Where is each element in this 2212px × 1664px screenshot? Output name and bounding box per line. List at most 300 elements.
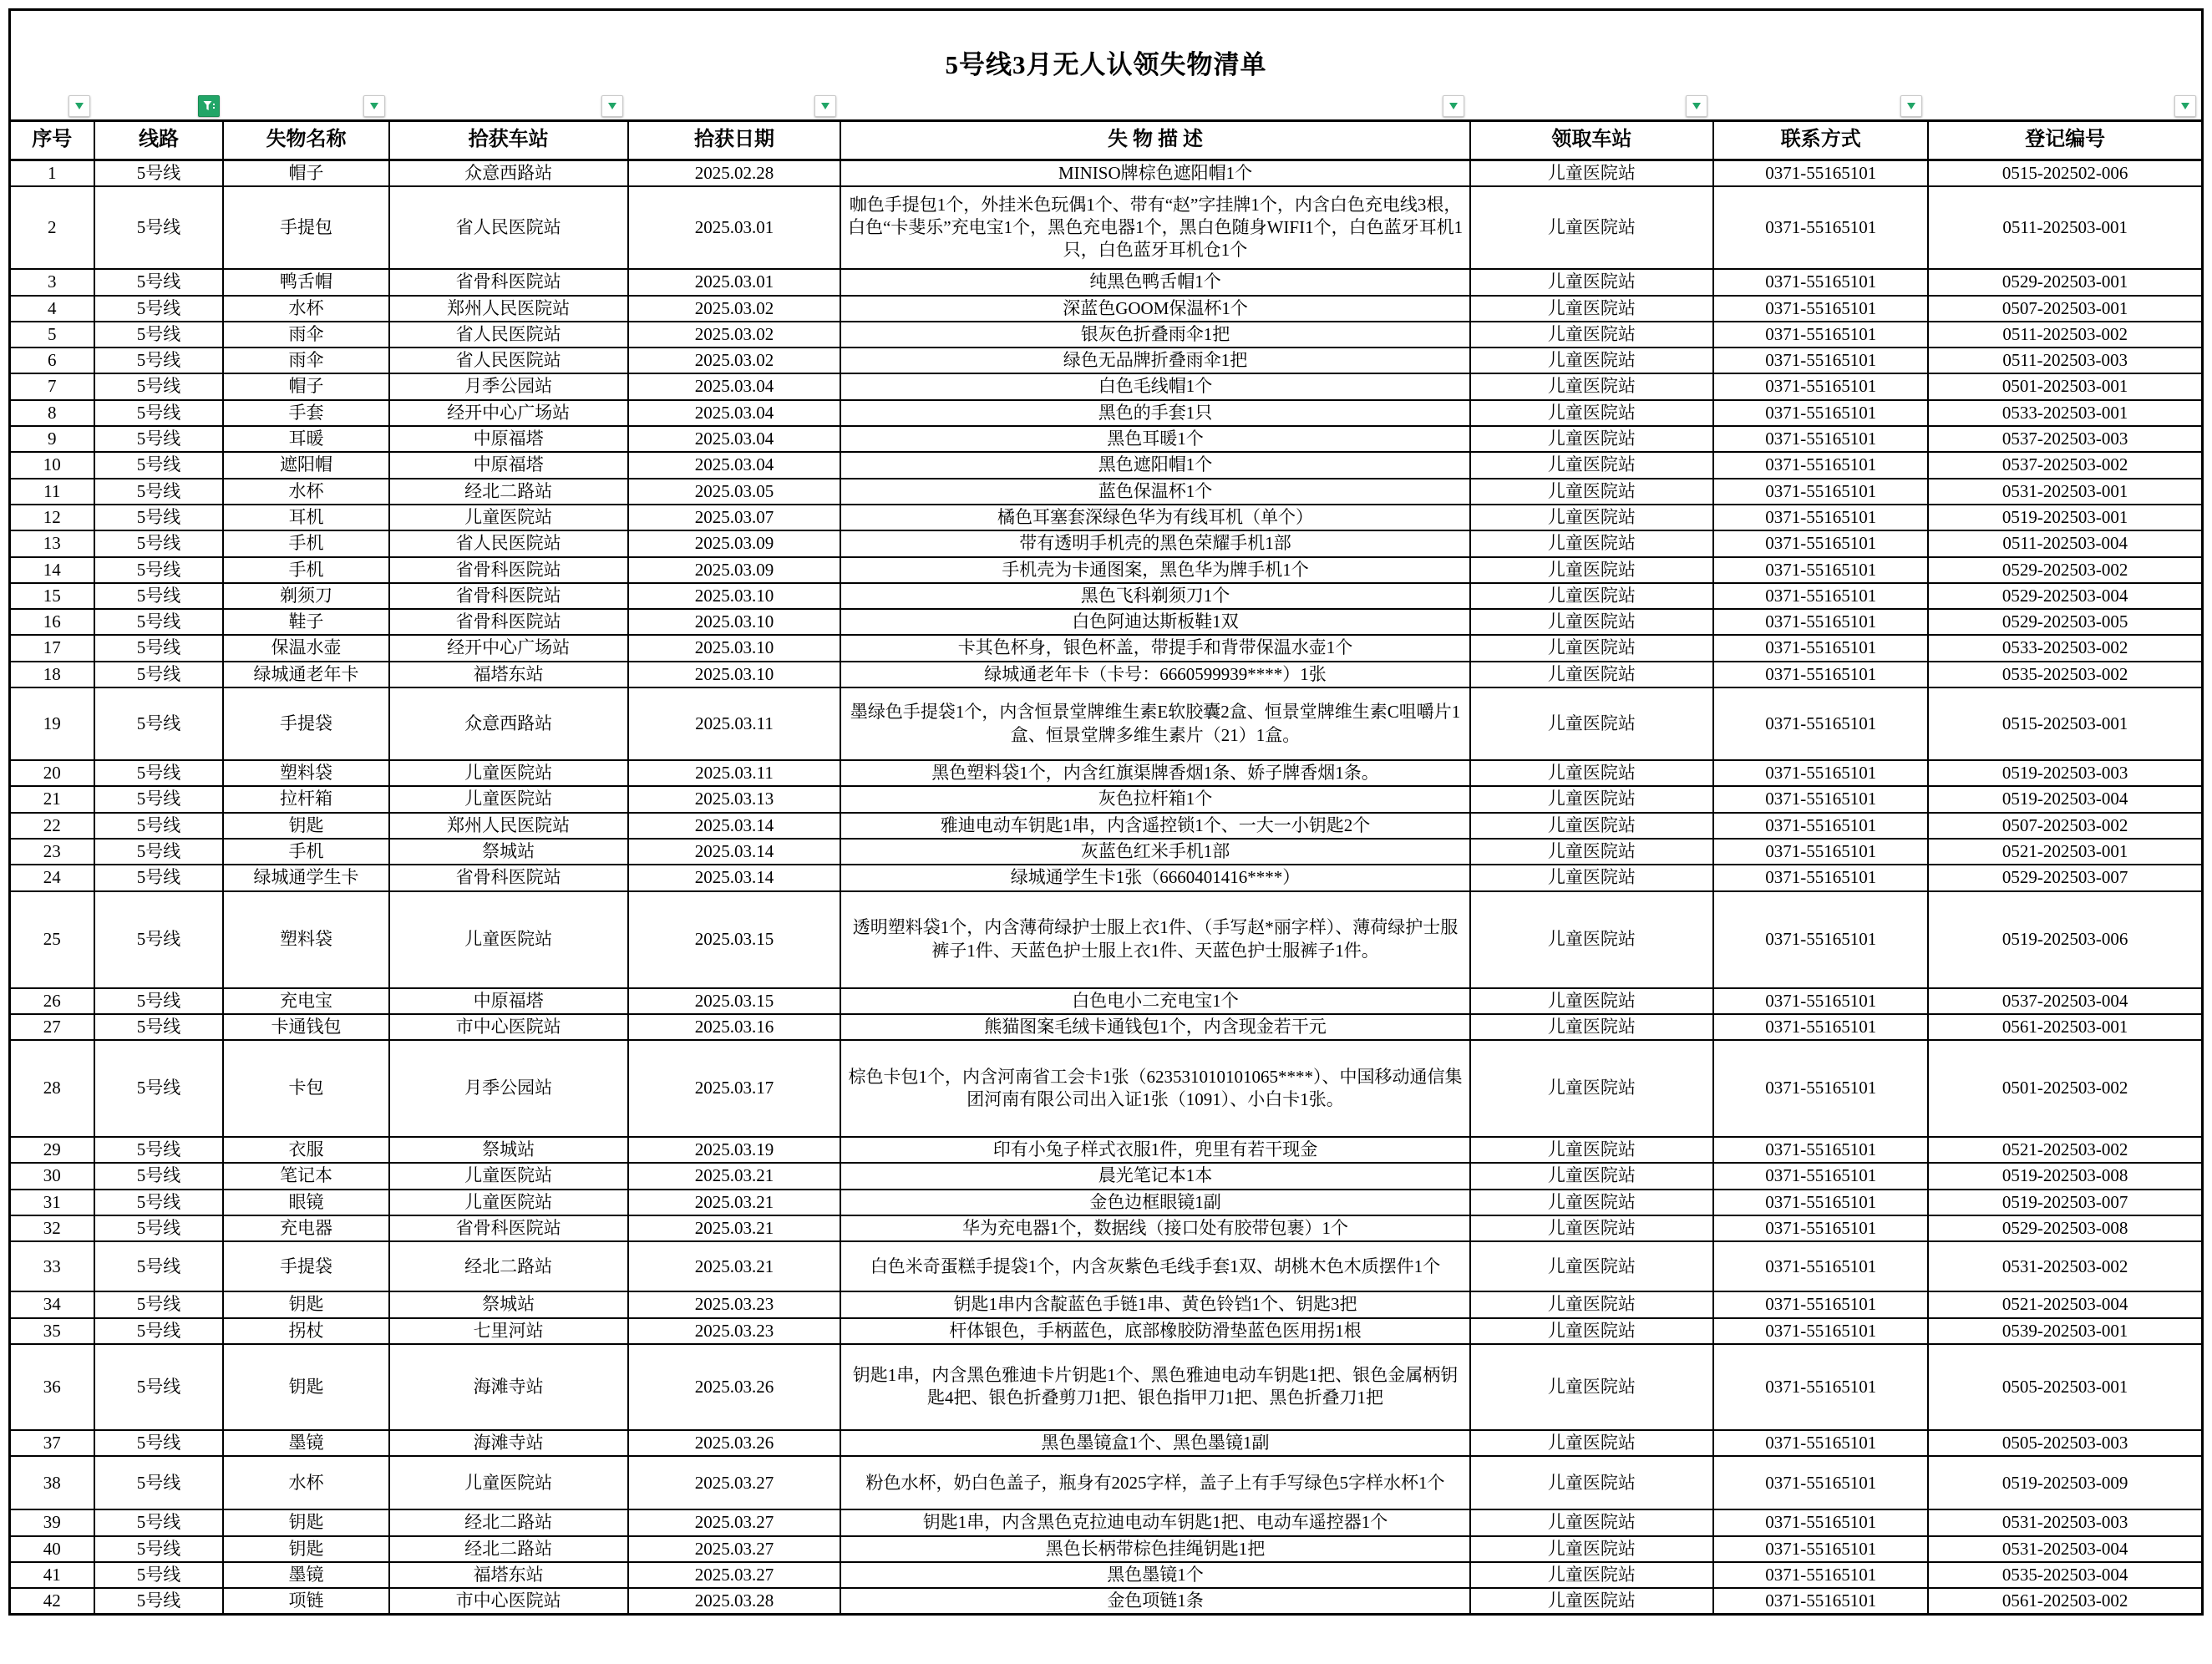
- cell-serial[interactable]: 6: [10, 348, 94, 373]
- cell-serial[interactable]: 16: [10, 609, 94, 635]
- cell-found-station[interactable]: 经北二路站: [389, 1509, 628, 1535]
- cell-item-name[interactable]: 雨伞: [223, 348, 388, 373]
- cell-description[interactable]: 深蓝色GOOM保温杯1个: [840, 296, 1469, 322]
- cell-serial[interactable]: 4: [10, 296, 94, 322]
- cell-found-station[interactable]: 郑州人民医院站: [389, 296, 628, 322]
- cell-found-date[interactable]: 2025.03.26: [628, 1344, 841, 1430]
- cell-contact[interactable]: 0371-55165101: [1713, 662, 1928, 687]
- cell-line[interactable]: 5号线: [94, 813, 224, 839]
- cell-description[interactable]: 银灰色折叠雨伞1把: [840, 322, 1469, 348]
- cell-reg-number[interactable]: 0533-202503-002: [1928, 635, 2202, 661]
- cell-reg-number[interactable]: 0519-202503-009: [1928, 1456, 2202, 1509]
- cell-item-name[interactable]: 手机: [223, 557, 388, 583]
- cell-description[interactable]: 绿城通老年卡（卡号：6660599939****）1张: [840, 662, 1469, 687]
- cell-contact[interactable]: 0371-55165101: [1713, 813, 1928, 839]
- cell-reg-number[interactable]: 0529-202503-007: [1928, 865, 2202, 890]
- cell-found-station[interactable]: 省骨科医院站: [389, 865, 628, 890]
- cell-found-date[interactable]: 2025.03.02: [628, 296, 841, 322]
- cell-serial[interactable]: 17: [10, 635, 94, 661]
- cell-item-name[interactable]: 帽子: [223, 373, 388, 399]
- cell-claim-station[interactable]: 儿童医院站: [1470, 426, 1713, 452]
- cell-description[interactable]: 棕色卡包1个，内含河南省工会卡1张（623531010101065****）、中国移动通信集团河南有限公司出入证1张（1091）、小白卡1张。: [840, 1040, 1469, 1137]
- cell-serial[interactable]: 33: [10, 1241, 94, 1291]
- cell-line[interactable]: 5号线: [94, 479, 224, 505]
- cell-serial[interactable]: 41: [10, 1562, 94, 1588]
- cell-description[interactable]: MINISO牌棕色遮阳帽1个: [840, 160, 1469, 187]
- cell-serial[interactable]: 22: [10, 813, 94, 839]
- cell-line[interactable]: 5号线: [94, 891, 224, 988]
- cell-reg-number[interactable]: 0521-202503-001: [1928, 839, 2202, 865]
- cell-claim-station[interactable]: 儿童医院站: [1470, 1215, 1713, 1241]
- cell-serial[interactable]: 9: [10, 426, 94, 452]
- cell-serial[interactable]: 42: [10, 1588, 94, 1615]
- cell-item-name[interactable]: 钥匙: [223, 1291, 388, 1317]
- cell-serial[interactable]: 3: [10, 269, 94, 295]
- cell-contact[interactable]: 0371-55165101: [1713, 635, 1928, 661]
- cell-line[interactable]: 5号线: [94, 609, 224, 635]
- cell-item-name[interactable]: 钥匙: [223, 1509, 388, 1535]
- cell-claim-station[interactable]: 儿童医院站: [1470, 687, 1713, 760]
- cell-line[interactable]: 5号线: [94, 1040, 224, 1137]
- cell-found-station[interactable]: 众意西路站: [389, 687, 628, 760]
- cell-line[interactable]: 5号线: [94, 1344, 224, 1430]
- cell-description[interactable]: 黑色飞科剃须刀1个: [840, 583, 1469, 609]
- cell-claim-station[interactable]: 儿童医院站: [1470, 1291, 1713, 1317]
- cell-claim-station[interactable]: 儿童医院站: [1470, 1137, 1713, 1163]
- cell-serial[interactable]: 21: [10, 786, 94, 812]
- filter-button-contact[interactable]: [1900, 95, 1922, 117]
- cell-contact[interactable]: 0371-55165101: [1713, 891, 1928, 988]
- cell-found-station[interactable]: 经开中心广场站: [389, 400, 628, 426]
- cell-line[interactable]: 5号线: [94, 1562, 224, 1588]
- cell-found-date[interactable]: 2025.03.07: [628, 505, 841, 530]
- cell-found-date[interactable]: 2025.03.10: [628, 609, 841, 635]
- cell-reg-number[interactable]: 0511-202503-003: [1928, 348, 2202, 373]
- cell-description[interactable]: 纯黑色鸭舌帽1个: [840, 269, 1469, 295]
- cell-claim-station[interactable]: 儿童医院站: [1470, 635, 1713, 661]
- cell-found-station[interactable]: 月季公园站: [389, 373, 628, 399]
- cell-found-station[interactable]: 经开中心广场站: [389, 635, 628, 661]
- cell-contact[interactable]: 0371-55165101: [1713, 1137, 1928, 1163]
- cell-found-station[interactable]: 省人民医院站: [389, 530, 628, 556]
- cell-item-name[interactable]: 剃须刀: [223, 583, 388, 609]
- cell-contact[interactable]: 0371-55165101: [1713, 609, 1928, 635]
- cell-item-name[interactable]: 衣服: [223, 1137, 388, 1163]
- cell-serial[interactable]: 2: [10, 186, 94, 269]
- cell-found-date[interactable]: 2025.03.01: [628, 269, 841, 295]
- cell-found-station[interactable]: 中原福塔: [389, 452, 628, 478]
- cell-serial[interactable]: 31: [10, 1190, 94, 1215]
- cell-reg-number[interactable]: 0529-202503-002: [1928, 557, 2202, 583]
- cell-found-date[interactable]: 2025.03.05: [628, 479, 841, 505]
- cell-claim-station[interactable]: 儿童医院站: [1470, 186, 1713, 269]
- cell-description[interactable]: 白色阿迪达斯板鞋1双: [840, 609, 1469, 635]
- cell-item-name[interactable]: 笔记本: [223, 1163, 388, 1189]
- cell-contact[interactable]: 0371-55165101: [1713, 530, 1928, 556]
- filter-button-serial[interactable]: [68, 95, 90, 117]
- cell-contact[interactable]: 0371-55165101: [1713, 400, 1928, 426]
- cell-claim-station[interactable]: 儿童医院站: [1470, 400, 1713, 426]
- cell-reg-number[interactable]: 0519-202503-008: [1928, 1163, 2202, 1189]
- cell-item-name[interactable]: 耳机: [223, 505, 388, 530]
- cell-claim-station[interactable]: 儿童医院站: [1470, 160, 1713, 187]
- cell-description[interactable]: 白色电小二充电宝1个: [840, 988, 1469, 1014]
- cell-contact[interactable]: 0371-55165101: [1713, 426, 1928, 452]
- cell-found-date[interactable]: 2025.03.16: [628, 1014, 841, 1040]
- cell-line[interactable]: 5号线: [94, 557, 224, 583]
- cell-reg-number[interactable]: 0519-202503-001: [1928, 505, 2202, 530]
- cell-claim-station[interactable]: 儿童医院站: [1470, 1241, 1713, 1291]
- cell-contact[interactable]: 0371-55165101: [1713, 760, 1928, 786]
- column-header-item-name[interactable]: 失物名称: [223, 121, 388, 160]
- cell-item-name[interactable]: 绿城通老年卡: [223, 662, 388, 687]
- cell-found-station[interactable]: 祭城站: [389, 1291, 628, 1317]
- cell-found-station[interactable]: 儿童医院站: [389, 1456, 628, 1509]
- cell-found-station[interactable]: 儿童医院站: [389, 1163, 628, 1189]
- cell-found-station[interactable]: 省人民医院站: [389, 322, 628, 348]
- cell-line[interactable]: 5号线: [94, 760, 224, 786]
- cell-claim-station[interactable]: 儿童医院站: [1470, 1562, 1713, 1588]
- filter-button-description[interactable]: [1443, 95, 1464, 117]
- cell-contact[interactable]: 0371-55165101: [1713, 269, 1928, 295]
- cell-line[interactable]: 5号线: [94, 1190, 224, 1215]
- cell-contact[interactable]: 0371-55165101: [1713, 557, 1928, 583]
- cell-description[interactable]: 华为充电器1个，数据线（接口处有胶带包裹）1个: [840, 1215, 1469, 1241]
- cell-line[interactable]: 5号线: [94, 186, 224, 269]
- cell-serial[interactable]: 29: [10, 1137, 94, 1163]
- cell-found-date[interactable]: 2025.03.02: [628, 348, 841, 373]
- cell-found-station[interactable]: 祭城站: [389, 839, 628, 865]
- cell-claim-station[interactable]: 儿童医院站: [1470, 373, 1713, 399]
- cell-reg-number[interactable]: 0511-202503-001: [1928, 186, 2202, 269]
- cell-item-name[interactable]: 遮阳帽: [223, 452, 388, 478]
- cell-line[interactable]: 5号线: [94, 583, 224, 609]
- cell-found-date[interactable]: 2025.03.27: [628, 1536, 841, 1562]
- cell-serial[interactable]: 24: [10, 865, 94, 890]
- cell-found-date[interactable]: 2025.03.10: [628, 662, 841, 687]
- cell-contact[interactable]: 0371-55165101: [1713, 988, 1928, 1014]
- cell-serial[interactable]: 27: [10, 1014, 94, 1040]
- cell-reg-number[interactable]: 0535-202503-002: [1928, 662, 2202, 687]
- cell-contact[interactable]: 0371-55165101: [1713, 1456, 1928, 1509]
- cell-claim-station[interactable]: 儿童医院站: [1470, 1588, 1713, 1615]
- cell-contact[interactable]: 0371-55165101: [1713, 1241, 1928, 1291]
- cell-line[interactable]: 5号线: [94, 635, 224, 661]
- cell-serial[interactable]: 11: [10, 479, 94, 505]
- cell-item-name[interactable]: 项链: [223, 1588, 388, 1615]
- cell-contact[interactable]: 0371-55165101: [1713, 1040, 1928, 1137]
- cell-found-date[interactable]: 2025.03.21: [628, 1215, 841, 1241]
- cell-line[interactable]: 5号线: [94, 530, 224, 556]
- cell-reg-number[interactable]: 0531-202503-003: [1928, 1509, 2202, 1535]
- cell-contact[interactable]: 0371-55165101: [1713, 1588, 1928, 1615]
- cell-contact[interactable]: 0371-55165101: [1713, 865, 1928, 890]
- cell-contact[interactable]: 0371-55165101: [1713, 296, 1928, 322]
- cell-reg-number[interactable]: 0515-202502-006: [1928, 160, 2202, 187]
- cell-line[interactable]: 5号线: [94, 322, 224, 348]
- cell-claim-station[interactable]: 儿童医院站: [1470, 296, 1713, 322]
- cell-claim-station[interactable]: 儿童医院站: [1470, 1014, 1713, 1040]
- cell-contact[interactable]: 0371-55165101: [1713, 1014, 1928, 1040]
- cell-line[interactable]: 5号线: [94, 1509, 224, 1535]
- cell-line[interactable]: 5号线: [94, 452, 224, 478]
- cell-claim-station[interactable]: 儿童医院站: [1470, 813, 1713, 839]
- cell-serial[interactable]: 10: [10, 452, 94, 478]
- cell-found-date[interactable]: 2025.03.04: [628, 400, 841, 426]
- cell-found-station[interactable]: 福塔东站: [389, 1562, 628, 1588]
- cell-found-date[interactable]: 2025.03.23: [628, 1291, 841, 1317]
- cell-serial[interactable]: 19: [10, 687, 94, 760]
- cell-serial[interactable]: 23: [10, 839, 94, 865]
- cell-description[interactable]: 带有透明手机壳的黑色荣耀手机1部: [840, 530, 1469, 556]
- cell-found-date[interactable]: 2025.03.04: [628, 426, 841, 452]
- column-header-contact[interactable]: 联系方式: [1713, 121, 1928, 160]
- cell-claim-station[interactable]: 儿童医院站: [1470, 1344, 1713, 1430]
- cell-contact[interactable]: 0371-55165101: [1713, 452, 1928, 478]
- cell-found-station[interactable]: 省骨科医院站: [389, 269, 628, 295]
- cell-claim-station[interactable]: 儿童医院站: [1470, 322, 1713, 348]
- cell-description[interactable]: 雅迪电动车钥匙1串，内含遥控锁1个、一大一小钥匙2个: [840, 813, 1469, 839]
- cell-reg-number[interactable]: 0537-202503-003: [1928, 426, 2202, 452]
- cell-reg-number[interactable]: 0519-202503-007: [1928, 1190, 2202, 1215]
- cell-item-name[interactable]: 水杯: [223, 1456, 388, 1509]
- cell-contact[interactable]: 0371-55165101: [1713, 479, 1928, 505]
- cell-claim-station[interactable]: 儿童医院站: [1470, 760, 1713, 786]
- cell-line[interactable]: 5号线: [94, 1163, 224, 1189]
- cell-reg-number[interactable]: 0535-202503-004: [1928, 1562, 2202, 1588]
- cell-line[interactable]: 5号线: [94, 786, 224, 812]
- cell-claim-station[interactable]: 儿童医院站: [1470, 479, 1713, 505]
- cell-serial[interactable]: 34: [10, 1291, 94, 1317]
- cell-found-station[interactable]: 儿童医院站: [389, 505, 628, 530]
- cell-description[interactable]: 蓝色保温杯1个: [840, 479, 1469, 505]
- cell-reg-number[interactable]: 0501-202503-001: [1928, 373, 2202, 399]
- cell-contact[interactable]: 0371-55165101: [1713, 786, 1928, 812]
- cell-found-date[interactable]: 2025.03.21: [628, 1163, 841, 1189]
- cell-found-station[interactable]: 省骨科医院站: [389, 557, 628, 583]
- cell-found-station[interactable]: 市中心医院站: [389, 1014, 628, 1040]
- cell-reg-number[interactable]: 0507-202503-001: [1928, 296, 2202, 322]
- filter-button-found-station[interactable]: [601, 95, 623, 117]
- cell-claim-station[interactable]: 儿童医院站: [1470, 348, 1713, 373]
- cell-claim-station[interactable]: 儿童医院站: [1470, 1509, 1713, 1535]
- cell-found-date[interactable]: 2025.03.11: [628, 687, 841, 760]
- cell-line[interactable]: 5号线: [94, 160, 224, 187]
- cell-claim-station[interactable]: 儿童医院站: [1470, 1190, 1713, 1215]
- cell-reg-number[interactable]: 0505-202503-001: [1928, 1344, 2202, 1430]
- column-header-serial[interactable]: 序号: [10, 121, 94, 160]
- cell-line[interactable]: 5号线: [94, 687, 224, 760]
- cell-item-name[interactable]: 墨镜: [223, 1562, 388, 1588]
- cell-line[interactable]: 5号线: [94, 1456, 224, 1509]
- cell-reg-number[interactable]: 0529-202503-005: [1928, 609, 2202, 635]
- cell-description[interactable]: 绿色无品牌折叠雨伞1把: [840, 348, 1469, 373]
- cell-found-station[interactable]: 省骨科医院站: [389, 609, 628, 635]
- cell-contact[interactable]: 0371-55165101: [1713, 1344, 1928, 1430]
- cell-found-date[interactable]: 2025.03.13: [628, 786, 841, 812]
- cell-reg-number[interactable]: 0521-202503-004: [1928, 1291, 2202, 1317]
- cell-line[interactable]: 5号线: [94, 988, 224, 1014]
- cell-item-name[interactable]: 塑料袋: [223, 760, 388, 786]
- cell-found-date[interactable]: 2025.03.27: [628, 1456, 841, 1509]
- cell-reg-number[interactable]: 0533-202503-001: [1928, 400, 2202, 426]
- cell-reg-number[interactable]: 0519-202503-006: [1928, 891, 2202, 988]
- cell-contact[interactable]: 0371-55165101: [1713, 1291, 1928, 1317]
- cell-serial[interactable]: 1: [10, 160, 94, 187]
- cell-found-date[interactable]: 2025.03.17: [628, 1040, 841, 1137]
- cell-reg-number[interactable]: 0511-202503-002: [1928, 322, 2202, 348]
- cell-serial[interactable]: 28: [10, 1040, 94, 1137]
- cell-found-station[interactable]: 祭城站: [389, 1137, 628, 1163]
- cell-line[interactable]: 5号线: [94, 296, 224, 322]
- cell-serial[interactable]: 7: [10, 373, 94, 399]
- cell-item-name[interactable]: 钥匙: [223, 1536, 388, 1562]
- cell-reg-number[interactable]: 0531-202503-004: [1928, 1536, 2202, 1562]
- cell-serial[interactable]: 32: [10, 1215, 94, 1241]
- cell-claim-station[interactable]: 儿童医院站: [1470, 583, 1713, 609]
- cell-found-station[interactable]: 省人民医院站: [389, 186, 628, 269]
- cell-contact[interactable]: 0371-55165101: [1713, 1215, 1928, 1241]
- cell-found-date[interactable]: 2025.03.10: [628, 635, 841, 661]
- cell-reg-number[interactable]: 0511-202503-004: [1928, 530, 2202, 556]
- cell-line[interactable]: 5号线: [94, 348, 224, 373]
- cell-serial[interactable]: 36: [10, 1344, 94, 1430]
- cell-reg-number[interactable]: 0561-202503-002: [1928, 1588, 2202, 1615]
- cell-reg-number[interactable]: 0515-202503-001: [1928, 687, 2202, 760]
- cell-line[interactable]: 5号线: [94, 662, 224, 687]
- cell-serial[interactable]: 14: [10, 557, 94, 583]
- cell-item-name[interactable]: 卡包: [223, 1040, 388, 1137]
- cell-claim-station[interactable]: 儿童医院站: [1470, 839, 1713, 865]
- cell-item-name[interactable]: 拐杖: [223, 1318, 388, 1344]
- cell-contact[interactable]: 0371-55165101: [1713, 1536, 1928, 1562]
- cell-description[interactable]: 黑色塑料袋1个，内含红旗渠牌香烟1条、娇子牌香烟1条。: [840, 760, 1469, 786]
- cell-claim-station[interactable]: 儿童医院站: [1470, 662, 1713, 687]
- cell-description[interactable]: 墨绿色手提袋1个，内含恒景堂牌维生素E软胶囊2盒、恒景堂牌维生素C咀嚼片1盒、恒景堂牌多维生素片（21）1盒。: [840, 687, 1469, 760]
- cell-contact[interactable]: 0371-55165101: [1713, 687, 1928, 760]
- cell-contact[interactable]: 0371-55165101: [1713, 1430, 1928, 1456]
- cell-line[interactable]: 5号线: [94, 373, 224, 399]
- cell-description[interactable]: 手机壳为卡通图案，黑色华为牌手机1个: [840, 557, 1469, 583]
- cell-serial[interactable]: 40: [10, 1536, 94, 1562]
- cell-reg-number[interactable]: 0561-202503-001: [1928, 1014, 2202, 1040]
- cell-found-date[interactable]: 2025.03.14: [628, 813, 841, 839]
- cell-item-name[interactable]: 手提包: [223, 186, 388, 269]
- cell-found-station[interactable]: 儿童医院站: [389, 786, 628, 812]
- cell-description[interactable]: 印有小兔子样式衣服1件，兜里有若干现金: [840, 1137, 1469, 1163]
- cell-contact[interactable]: 0371-55165101: [1713, 583, 1928, 609]
- cell-found-station[interactable]: 市中心医院站: [389, 1588, 628, 1615]
- cell-description[interactable]: 卡其色杯身，银色杯盖，带提手和背带保温水壶1个: [840, 635, 1469, 661]
- cell-found-date[interactable]: 2025.03.14: [628, 865, 841, 890]
- cell-reg-number[interactable]: 0529-202503-008: [1928, 1215, 2202, 1241]
- cell-contact[interactable]: 0371-55165101: [1713, 1318, 1928, 1344]
- cell-reg-number[interactable]: 0531-202503-002: [1928, 1241, 2202, 1291]
- cell-found-date[interactable]: 2025.02.28: [628, 160, 841, 187]
- cell-item-name[interactable]: 塑料袋: [223, 891, 388, 988]
- cell-claim-station[interactable]: 儿童医院站: [1470, 865, 1713, 890]
- cell-serial[interactable]: 12: [10, 505, 94, 530]
- cell-claim-station[interactable]: 儿童医院站: [1470, 786, 1713, 812]
- cell-reg-number[interactable]: 0507-202503-002: [1928, 813, 2202, 839]
- cell-item-name[interactable]: 钥匙: [223, 813, 388, 839]
- cell-line[interactable]: 5号线: [94, 1137, 224, 1163]
- cell-claim-station[interactable]: 儿童医院站: [1470, 1040, 1713, 1137]
- cell-item-name[interactable]: 鞋子: [223, 609, 388, 635]
- cell-contact[interactable]: 0371-55165101: [1713, 373, 1928, 399]
- cell-found-station[interactable]: 省人民医院站: [389, 348, 628, 373]
- cell-reg-number[interactable]: 0537-202503-004: [1928, 988, 2202, 1014]
- cell-found-station[interactable]: 中原福塔: [389, 988, 628, 1014]
- cell-reg-number[interactable]: 0539-202503-001: [1928, 1318, 2202, 1344]
- cell-serial[interactable]: 30: [10, 1163, 94, 1189]
- cell-found-station[interactable]: 福塔东站: [389, 662, 628, 687]
- cell-found-station[interactable]: 郑州人民医院站: [389, 813, 628, 839]
- cell-found-date[interactable]: 2025.03.09: [628, 530, 841, 556]
- cell-reg-number[interactable]: 0521-202503-002: [1928, 1137, 2202, 1163]
- cell-reg-number[interactable]: 0529-202503-004: [1928, 583, 2202, 609]
- cell-found-date[interactable]: 2025.03.01: [628, 186, 841, 269]
- cell-description[interactable]: 橘色耳塞套深绿色华为有线耳机（单个）: [840, 505, 1469, 530]
- cell-found-station[interactable]: 海滩寺站: [389, 1430, 628, 1456]
- cell-item-name[interactable]: 拉杆箱: [223, 786, 388, 812]
- cell-found-station[interactable]: 经北二路站: [389, 1536, 628, 1562]
- cell-found-date[interactable]: 2025.03.14: [628, 839, 841, 865]
- cell-description[interactable]: 钥匙1串，内含黑色雅迪卡片钥匙1个、黑色雅迪电动车钥匙1把、银色金属柄钥匙4把、银色折叠剪刀1把、银色指甲刀1把、黑色折叠刀1把: [840, 1344, 1469, 1430]
- cell-description[interactable]: 黑色墨镜盒1个、黑色墨镜1副: [840, 1430, 1469, 1456]
- cell-description[interactable]: 白色毛线帽1个: [840, 373, 1469, 399]
- cell-found-date[interactable]: 2025.03.09: [628, 557, 841, 583]
- column-header-line[interactable]: 线路: [94, 121, 224, 160]
- cell-line[interactable]: 5号线: [94, 1241, 224, 1291]
- cell-description[interactable]: 黑色耳暖1个: [840, 426, 1469, 452]
- column-header-claim-station[interactable]: 领取车站: [1470, 121, 1713, 160]
- cell-contact[interactable]: 0371-55165101: [1713, 1190, 1928, 1215]
- cell-contact[interactable]: 0371-55165101: [1713, 1163, 1928, 1189]
- cell-line[interactable]: 5号线: [94, 1215, 224, 1241]
- cell-found-date[interactable]: 2025.03.21: [628, 1241, 841, 1291]
- cell-contact[interactable]: 0371-55165101: [1713, 1562, 1928, 1588]
- cell-reg-number[interactable]: 0501-202503-002: [1928, 1040, 2202, 1137]
- cell-description[interactable]: 金色项链1条: [840, 1588, 1469, 1615]
- cell-item-name[interactable]: 手机: [223, 530, 388, 556]
- cell-found-date[interactable]: 2025.03.15: [628, 988, 841, 1014]
- cell-found-station[interactable]: 众意西路站: [389, 160, 628, 187]
- filter-button-reg-number[interactable]: [2174, 95, 2196, 117]
- cell-item-name[interactable]: 耳暖: [223, 426, 388, 452]
- cell-found-date[interactable]: 2025.03.10: [628, 583, 841, 609]
- cell-contact[interactable]: 0371-55165101: [1713, 160, 1928, 187]
- cell-found-date[interactable]: 2025.03.02: [628, 322, 841, 348]
- cell-claim-station[interactable]: 儿童医院站: [1470, 530, 1713, 556]
- cell-line[interactable]: 5号线: [94, 839, 224, 865]
- cell-found-date[interactable]: 2025.03.04: [628, 373, 841, 399]
- cell-claim-station[interactable]: 儿童医院站: [1470, 609, 1713, 635]
- filter-button-line[interactable]: [198, 95, 220, 117]
- filter-button-item-name[interactable]: [363, 95, 385, 117]
- cell-contact[interactable]: 0371-55165101: [1713, 348, 1928, 373]
- cell-reg-number[interactable]: 0531-202503-001: [1928, 479, 2202, 505]
- cell-serial[interactable]: 38: [10, 1456, 94, 1509]
- cell-found-station[interactable]: 儿童医院站: [389, 760, 628, 786]
- cell-claim-station[interactable]: 儿童医院站: [1470, 1430, 1713, 1456]
- cell-description[interactable]: 白色米奇蛋糕手提袋1个，内含灰紫色毛线手套1双、胡桃木色木质摆件1个: [840, 1241, 1469, 1291]
- cell-item-name[interactable]: 钥匙: [223, 1344, 388, 1430]
- cell-claim-station[interactable]: 儿童医院站: [1470, 1536, 1713, 1562]
- cell-serial[interactable]: 13: [10, 530, 94, 556]
- cell-claim-station[interactable]: 儿童医院站: [1470, 269, 1713, 295]
- cell-serial[interactable]: 20: [10, 760, 94, 786]
